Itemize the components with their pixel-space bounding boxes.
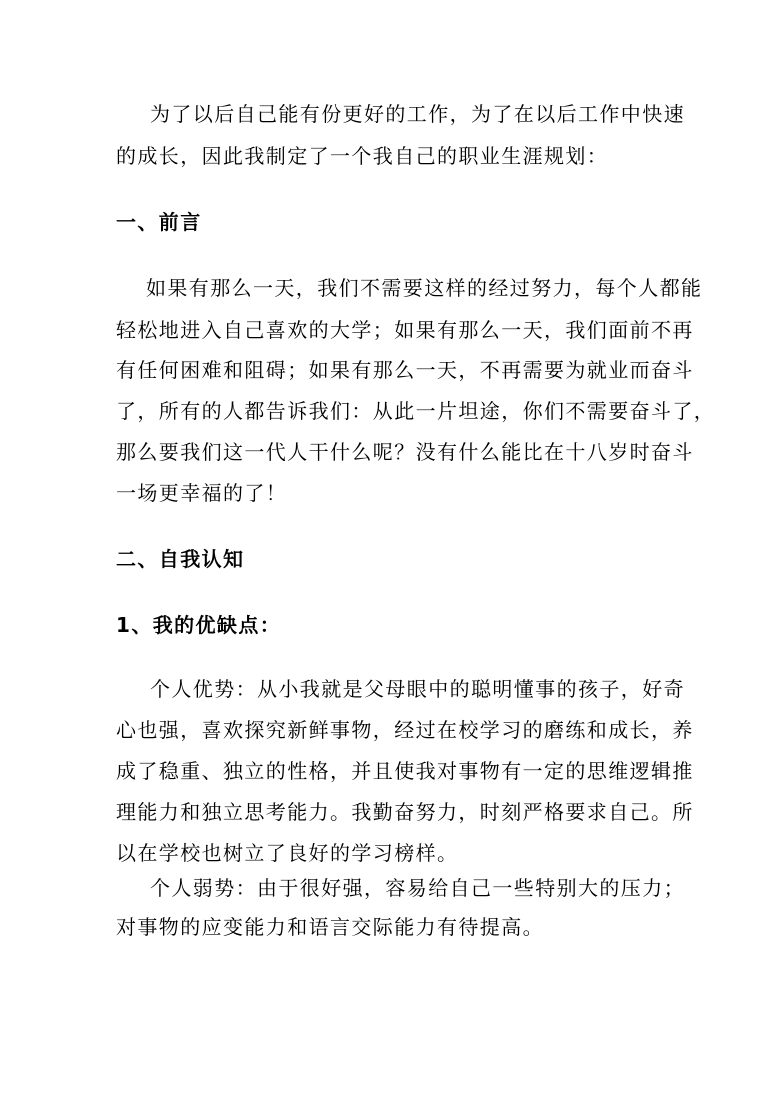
weakness-line: 对事物的应变能力和语言交际能力有待提高。 bbox=[116, 915, 544, 939]
strengths-line: 个人优势：从小我就是父母眼中的聪明懂事的孩子，好奇 bbox=[150, 677, 685, 701]
intro-line: 的成长，因此我制定了一个我自己的职业生涯规划： bbox=[116, 144, 609, 168]
intro-line: 为了以后自己能有份更好的工作，为了在以后工作中快速 bbox=[150, 102, 685, 126]
strengths-line: 理能力和独立思考能力。我勤奋努力，时刻严格要求自己。所 bbox=[116, 800, 694, 824]
strengths-line: 以在学校也树立了良好的学习榜样。 bbox=[116, 841, 459, 865]
section-heading-self-awareness: 二、自我认知 bbox=[116, 547, 245, 571]
preface-line: 轻松地进入自己喜欢的大学；如果有那么一天，我们面前不再 bbox=[116, 318, 694, 342]
weakness-line: 个人弱势：由于很好强，容易给自己一些特别大的压力； bbox=[150, 876, 685, 900]
subheading-strengths-weaknesses: 1、我的优缺点： bbox=[116, 613, 282, 637]
section-heading-preface: 一、前言 bbox=[116, 210, 202, 234]
preface-line: 有任何困难和阻碍；如果有那么一天，不再需要为就业而奋斗 bbox=[116, 358, 694, 382]
preface-line: 一场更幸福的了！ bbox=[116, 481, 288, 505]
preface-line: 如果有那么一天，我们不需要这样的经过努力，每个人都能 bbox=[146, 276, 703, 300]
strengths-line: 心也强，喜欢探究新鲜事物，经过在校学习的磨练和成长，养 bbox=[116, 718, 694, 742]
strengths-line: 成了稳重、独立的性格，并且使我对事物有一定的思维逻辑推 bbox=[116, 759, 694, 783]
preface-line: 了，所有的人都告诉我们：从此一片坦途，你们不需要奋斗了， bbox=[116, 399, 716, 423]
preface-line: 那么要我们这一代人干什么呢？没有什么能比在十八岁时奋斗 bbox=[116, 440, 694, 464]
